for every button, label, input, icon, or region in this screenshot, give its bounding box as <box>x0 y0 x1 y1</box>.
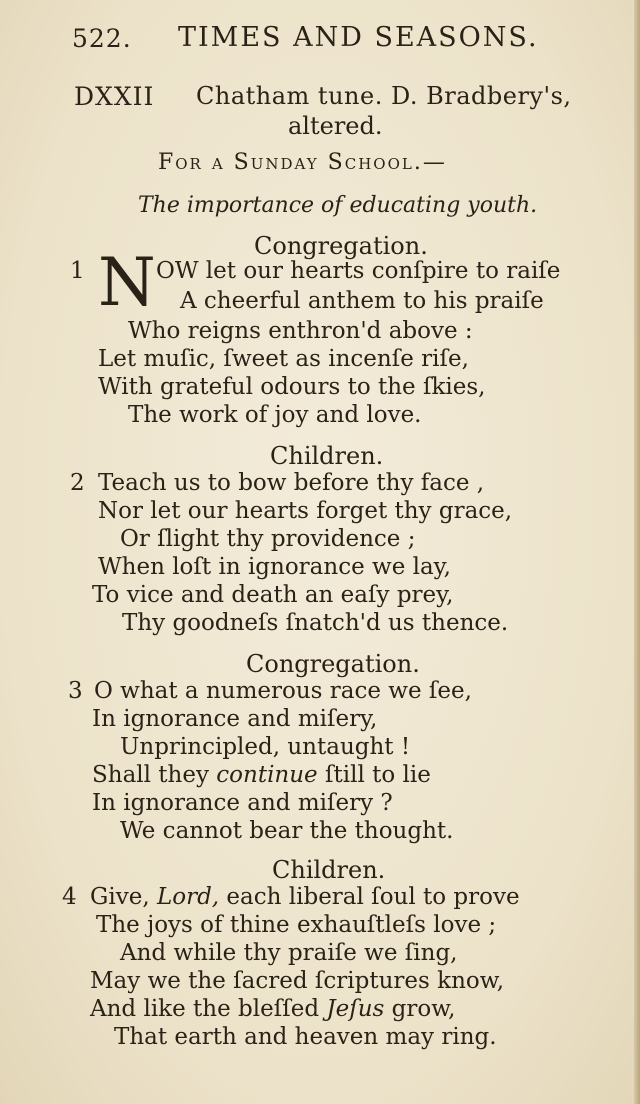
page-number: 522. <box>72 24 132 53</box>
section-heading-1: Congregation. <box>254 232 428 260</box>
stanza-number-1: 1 <box>70 258 85 284</box>
italic-word: Jeſus <box>326 996 385 1022</box>
tune-line-2: altered. <box>288 112 383 140</box>
verse-line: Thy goodneſs ſnatch'd us thence. <box>122 610 509 636</box>
verse-line: The work of joy and love. <box>128 402 422 428</box>
verse-line: May we the ſacred ſcriptures know, <box>90 968 505 994</box>
hymn-number: DXXII <box>74 82 155 111</box>
verse-text: ſtill to lie <box>317 762 431 788</box>
running-title: TIMES AND SEASONS. <box>178 22 539 53</box>
verse-line: Unprincipled, untaught ! <box>120 734 411 760</box>
verse-line: In ignorance and miſery, <box>92 706 378 732</box>
verse-line: Nor let our hearts forget thy grace, <box>98 498 513 524</box>
verse-line: We cannot bear the thought. <box>120 818 454 844</box>
verse-line-with-italic <box>90 996 456 1022</box>
verse-line: And while thy praiſe we ſing, <box>120 940 458 966</box>
verse-line: With grateful odours to the ſkies, <box>98 374 486 400</box>
stanza-number-4: 4 <box>62 884 77 910</box>
italic-word: continue <box>216 762 318 788</box>
verse-text: Shall they <box>92 762 217 788</box>
verse-line-with-italic <box>92 762 431 788</box>
hymn-occasion: For a Sunday School.— <box>158 150 447 175</box>
section-heading-2: Children. <box>270 442 384 470</box>
stanza-number-3: 3 <box>68 678 83 704</box>
verse-line: In ignorance and miſery ? <box>92 790 393 816</box>
verse-line: A cheerful anthem to his praiſe <box>180 288 544 314</box>
section-heading-4: Children. <box>272 856 386 884</box>
verse-text: Give, <box>90 884 157 910</box>
verse-line: To vice and death an eaſy prey, <box>92 582 454 608</box>
verse-line: Who reigns enthron'd above : <box>128 318 473 344</box>
verse-line: The joys of thine exhauſtleſs love ; <box>96 912 497 938</box>
drop-cap: N <box>98 244 156 321</box>
verse-text: grow, <box>384 996 456 1022</box>
page-edge <box>634 0 640 1104</box>
italic-word: Lord, <box>156 884 220 910</box>
verse-line: O what a numerous race we ſee, <box>94 678 472 704</box>
verse-line-with-italic <box>90 884 520 910</box>
tune-line-1: Chatham tune. D. Bradbery's, <box>196 82 572 110</box>
verse-text: each liberal ſoul to prove <box>219 884 520 910</box>
hymn-subtitle: The importance of educating youth. <box>138 193 538 218</box>
verse-line: Or ſlight thy providence ; <box>120 526 416 552</box>
verse-line: When loſt in ignorance we lay, <box>98 554 451 580</box>
verse-line: OW let our hearts conſpire to raiſe <box>156 258 561 284</box>
section-heading-3: Congregation. <box>246 650 420 678</box>
verse-text: And like the bleſſed <box>90 996 327 1022</box>
verse-line: Teach us to bow before thy face , <box>98 470 485 496</box>
stanza-number-2: 2 <box>70 470 85 496</box>
verse-line: Let muſic, ſweet as incenſe riſe, <box>98 346 469 372</box>
verse-line: That earth and heaven may ring. <box>114 1024 497 1050</box>
